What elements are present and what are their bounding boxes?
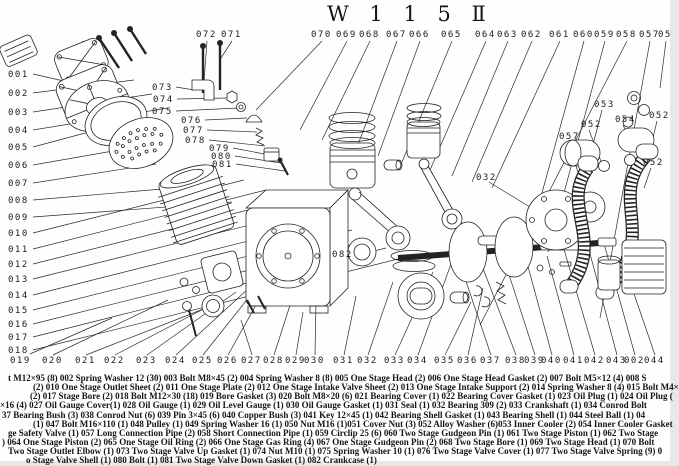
part-callout: 011 xyxy=(8,245,29,255)
part-callout: 075 xyxy=(152,107,173,117)
part-callout: 025 xyxy=(192,356,213,366)
part-callout: 05 xyxy=(658,30,672,40)
part-callout: 020 xyxy=(42,356,63,366)
parts-list-line: 37 Bearing Bush (3) 038 Conrod Nut (6) 039 Pin 3×45 (6) 040 Copper Bush (3) 041 Key 12×45 (1) 042 Bearing Shell Gasket (1) 043 Bearing Shell (1) 044 Steel Ball (1) 04 xyxy=(2,409,646,420)
parts-list-line: ×16 (4) 027 Oil Gauge Cover(1) 028 Oil Gauge (1) 029 Oil Level Gauge (1) 030 Oil Gauge Gasket (1) 031 Seal (1) 032 Bearing 309 (2) 033 Crankshaft (1) 034 Conrod Bolt xyxy=(0,400,647,411)
part-callout: 038 xyxy=(505,356,526,366)
part-callout: 082 xyxy=(332,250,353,260)
part-callout: 022 xyxy=(104,356,125,366)
parts-list-line: (2) 010 One Stage Outlet Sheet (2) 011 One Stage Plate (2) 012 One Stage Intake Valve Sheet (2) 013 One Stage Intake Support (2) 014 Spring Washer 8 (4) 015 Bolt M4× xyxy=(33,382,679,393)
part-callout: 014 xyxy=(8,291,29,301)
part-callout: 069 xyxy=(336,30,357,40)
part-callout: 028 xyxy=(263,356,284,366)
part-callout: 015 xyxy=(8,306,29,316)
part-callout: 070 xyxy=(311,30,332,40)
model-title: W 1 1 5 Ⅱ xyxy=(327,2,493,26)
part-callout: 032 xyxy=(476,173,497,183)
part-callout: 060 xyxy=(573,30,594,40)
two-stage-head-block xyxy=(598,240,666,294)
part-callout: 057 xyxy=(559,132,580,142)
part-callout: 033 xyxy=(384,356,405,366)
part-callout: 042 xyxy=(584,356,605,366)
part-callout: 023 xyxy=(136,356,157,366)
part-callout: 061 xyxy=(549,30,570,40)
part-callout: 013 xyxy=(8,275,29,285)
part-callout: 018 xyxy=(8,346,29,356)
part-callout: 054 xyxy=(615,115,636,125)
part-callout: 073 xyxy=(152,83,173,93)
part-callout: 059 xyxy=(594,30,615,40)
parts-list-line: o Stage Valve Shell (1) 080 Bolt (1) 081 Two Stage Valve Down Gasket (1) 082 Crankcase (1) xyxy=(26,455,377,466)
part-callout: 035 xyxy=(434,356,455,366)
part-callout: 008 xyxy=(8,196,29,206)
part-callout: 071 xyxy=(221,30,242,40)
one-stage-bore-cylinder xyxy=(152,158,239,247)
part-callout: 036 xyxy=(457,356,478,366)
part-callout: 005 xyxy=(8,143,29,153)
part-callout: 017 xyxy=(8,333,29,343)
part-callout: 053 xyxy=(594,100,615,110)
parts-list-line: (2) 017 Stage Bore (2) 018 Bolt M12×30 (18) 019 Bore Gasket (3) 020 Bolt M8×20 (6) 021 Bearing Cover (1) 022 Bearing Cover Gasket (1) 023 Oil Plug (1) 024 Oil Plug ( xyxy=(30,391,673,402)
parts-list-line: t M12×95 (8) 002 Spring Washer 12 (30) 003 Bolt M8×45 (2) 004 Spring Washer 8 (8) 005 One Stage Head (2) 006 One Stage Head Gasket (2) 007 Bolt M5×12 (4) 008 S xyxy=(8,373,647,383)
part-callout: 040 xyxy=(541,356,562,366)
corner-block xyxy=(0,34,39,68)
part-callout: 024 xyxy=(165,356,186,366)
part-callout: 007 xyxy=(8,179,29,189)
part-callout: 009 xyxy=(8,213,29,223)
part-callout: 002 xyxy=(624,356,645,366)
part-callout: 027 xyxy=(241,356,262,366)
parts-list xyxy=(0,373,679,466)
part-callout: 068 xyxy=(359,30,380,40)
part-callout: 034 xyxy=(407,356,428,366)
part-callout: 062 xyxy=(521,30,542,40)
two-stage-valve-stack xyxy=(192,80,288,175)
part-callout: 052 xyxy=(643,158,664,168)
part-callout: 067 xyxy=(386,30,407,40)
part-callout: 052 xyxy=(581,120,602,130)
part-callout: 058 xyxy=(616,30,637,40)
part-callout: 030 xyxy=(304,356,325,366)
part-callout: 003 xyxy=(8,108,29,118)
part-callout: 072 xyxy=(196,30,217,40)
part-callout: 081 xyxy=(212,160,233,170)
part-callout: 039 xyxy=(524,356,545,366)
part-callout: 004 xyxy=(8,126,29,136)
part-callout: 063 xyxy=(497,30,518,40)
parts-list-line: ) 064 One Stage Piston (2) 065 One Stage Oil Ring (2) 066 One Stage Gas Ring (4) 067 One Stage Gudgeon Pin (2) 068 Two Stage Bore (1) 069 Two Stage Head (1) 070 Bolt xyxy=(2,437,655,448)
part-callout: 016 xyxy=(8,320,29,330)
part-callout: 010 xyxy=(8,229,29,239)
part-callout: 079 xyxy=(209,144,230,154)
part-callout: 074 xyxy=(153,95,174,105)
part-callout: 006 xyxy=(8,161,29,171)
parts-list-line: (1) 047 Bolt M16×110 (1) 048 Pulley (1) 049 Spring Washer 16 (1) 050 Nut M16 (1)051 Cover Nut (3) 052 Alloy Washer (6)053 Inner Cooler (2) 054 Inner Cooler Gasket xyxy=(33,418,673,429)
parts-list-line: ge Safety Valve (1) 057 Long Connection Pipe (2) 058 Short Connection Pipe (1) 059 Circlip 25 (6) 060 Two Stage Gudgeon Pin (1) 061 Two Stage Piston (1) 062 Two Stage xyxy=(8,427,659,438)
parts-list-line: Two Stage Outlet Elbow (1) 073 Two Stage Valve Up Gasket (1) 074 Nut M10 (1) 075 Spring Washer 10 (1) 076 Two Stage Valve Cover (1) 077 Two Stage Valve Spring (9) 0 xyxy=(8,446,663,457)
part-callout: 021 xyxy=(75,356,96,366)
part-callout: 037 xyxy=(480,356,501,366)
part-callout: 052 xyxy=(649,111,670,121)
part-callout: 057 xyxy=(639,30,660,40)
part-callout: 077 xyxy=(183,126,204,136)
part-callout: 076 xyxy=(181,116,202,126)
part-callout: 001 xyxy=(8,70,29,80)
part-callout: 065 xyxy=(441,30,462,40)
part-callout: 064 xyxy=(475,30,496,40)
part-callout: 044 xyxy=(644,356,665,366)
part-callout: 019 xyxy=(10,356,31,366)
part-callout: 026 xyxy=(217,356,238,366)
two-stage-piston-rings xyxy=(407,104,462,230)
part-callout: 066 xyxy=(409,30,430,40)
part-callout: 031 xyxy=(333,356,354,366)
part-callout: 032 xyxy=(357,356,378,366)
part-callout: 041 xyxy=(563,356,584,366)
part-callout: 043 xyxy=(606,356,627,366)
part-callout: 002 xyxy=(8,89,29,99)
part-callout: 029 xyxy=(285,356,306,366)
part-callout: 080 xyxy=(211,152,232,162)
part-callout: 012 xyxy=(8,260,29,270)
part-callout: 078 xyxy=(185,136,206,146)
